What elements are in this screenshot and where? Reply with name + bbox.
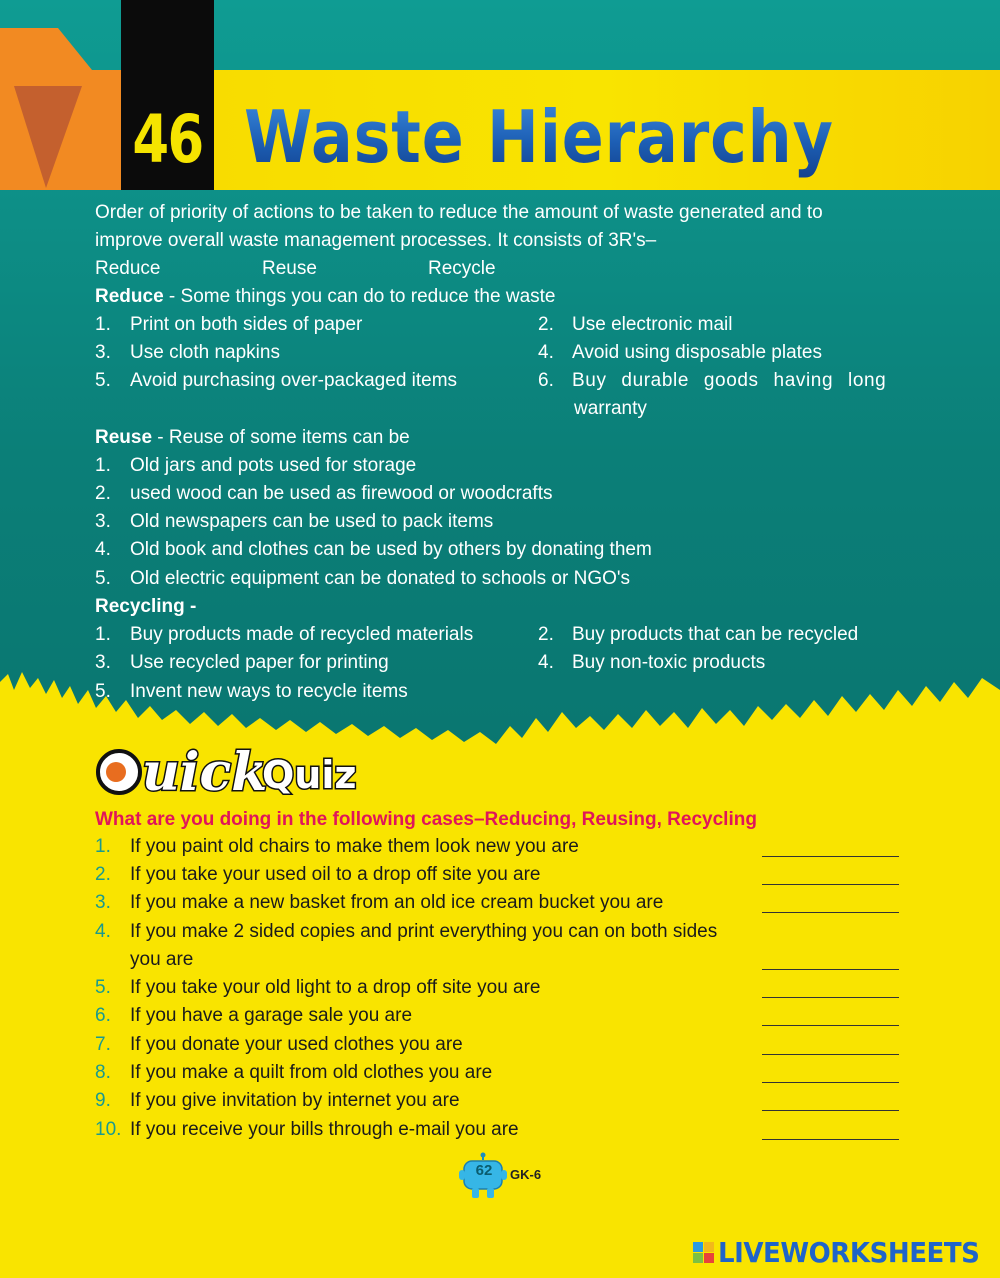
reduce-item-continued: warranty: [574, 398, 647, 419]
list-number: 3.: [95, 342, 111, 363]
page-title: Waste Hierarchy: [244, 92, 834, 182]
recycling-item: Buy products that can be recycled: [572, 624, 859, 645]
reuse-item: Old book and clothes can be used by others by donating them: [130, 539, 652, 560]
list-number: 4.: [538, 342, 554, 363]
question-number: 7.: [95, 1034, 111, 1055]
answer-blank[interactable]: [762, 997, 899, 998]
list-number: 1.: [95, 455, 111, 476]
r-word-reuse: Reuse: [262, 258, 317, 279]
reduce-item: Use cloth napkins: [130, 342, 280, 363]
list-number: 5.: [95, 681, 111, 702]
reuse-item: Old newspapers can be used to pack items: [130, 511, 494, 532]
intro-line-2: improve overall waste management processes. It consists of 3R's–: [95, 230, 657, 251]
list-number: 4.: [95, 539, 111, 560]
list-number: 2.: [538, 314, 554, 335]
page-number: 62: [475, 1162, 493, 1179]
question-text: If you have a garage sale you are: [130, 1005, 413, 1026]
quiz-instruction: What are you doing in the following cases–Reducing, Reusing, Recycling: [95, 809, 757, 830]
recycling-item: Use recycled paper for printing: [130, 652, 389, 673]
answer-blank[interactable]: [762, 1025, 899, 1026]
question-number: 3.: [95, 892, 111, 913]
r-word-recycle: Recycle: [428, 258, 496, 279]
question-text: If you make a quilt from old clothes you are: [130, 1062, 493, 1083]
answer-blank[interactable]: [762, 1054, 899, 1055]
r-word-reduce: Reduce: [95, 258, 161, 279]
question-text: If you make 2 sided copies and print everything you can on both sides: [130, 921, 718, 942]
recycling-heading: Recycling -: [95, 596, 197, 617]
recycling-item: Buy products made of recycled materials: [130, 624, 474, 645]
question-number: 9.: [95, 1090, 111, 1111]
reduce-heading-line: [95, 283, 555, 311]
list-number: 1.: [95, 314, 111, 335]
answer-blank[interactable]: [762, 969, 899, 970]
reuse-item: Old electric equipment can be donated to schools or NGO's: [130, 568, 631, 589]
question-text: If you donate your used clothes you are: [130, 1034, 463, 1055]
question-number: 6.: [95, 1005, 111, 1026]
book-code: GK-6: [510, 1167, 542, 1182]
question-text: If you take your old light to a drop off site you are: [130, 977, 541, 998]
question-number: 8.: [95, 1062, 111, 1083]
reduce-heading-rest: - Some things you can do to reduce the waste: [163, 286, 556, 307]
reduce-heading: Reduce: [95, 286, 164, 307]
question-number: 1.: [95, 836, 111, 857]
question-text: If you take your used oil to a drop off site you are: [130, 864, 541, 885]
reuse-heading: Reuse: [95, 427, 153, 448]
answer-blank[interactable]: [762, 1082, 899, 1083]
question-text-continued: you are: [130, 949, 194, 970]
liveworksheets-brand[interactable]: LIVEWORKSHEETS: [718, 1236, 980, 1269]
list-number: 5.: [95, 370, 111, 391]
list-number: 3.: [95, 511, 111, 532]
answer-blank[interactable]: [762, 1139, 899, 1140]
answer-blank[interactable]: [762, 856, 899, 857]
reduce-item: Buy durable goods having long: [572, 370, 887, 391]
reuse-item: used wood can be used as firewood or woodcrafts: [130, 483, 553, 504]
recycling-item: Invent new ways to recycle items: [130, 681, 408, 702]
answer-blank[interactable]: [762, 884, 899, 885]
recycling-item: Buy non-toxic products: [572, 652, 766, 673]
quiz-word: Quiz: [262, 753, 357, 797]
answer-blank[interactable]: [762, 1110, 899, 1111]
answer-blank[interactable]: [762, 912, 899, 913]
question-text: If you paint old chairs to make them look new you are: [130, 836, 579, 857]
list-number: 4.: [538, 652, 554, 673]
quick-quiz-logo: [92, 718, 377, 798]
list-number: 5.: [95, 568, 111, 589]
list-number: 2.: [95, 483, 111, 504]
intro-line-1: Order of priority of actions to be taken to reduce the amount of waste generated and to: [95, 202, 823, 223]
question-number: 2.: [95, 864, 111, 885]
reuse-heading-rest: - Reuse of some items can be: [152, 427, 410, 448]
question-number: 5.: [95, 977, 111, 998]
reduce-item: Avoid purchasing over-packaged items: [130, 370, 458, 391]
reduce-item: Print on both sides of paper: [130, 314, 363, 335]
list-number: 1.: [95, 624, 111, 645]
reuse-heading-line: [95, 424, 410, 452]
question-number: 4.: [95, 921, 111, 942]
quick-word: uick: [142, 742, 268, 798]
question-number: 10.: [95, 1119, 122, 1140]
list-number: 6.: [538, 370, 554, 391]
reuse-item: Old jars and pots used for storage: [130, 455, 417, 476]
question-text: If you make a new basket from an old ice cream bucket you are: [130, 892, 664, 913]
question-text: If you give invitation by internet you are: [130, 1090, 460, 1111]
orange-tab-decoration: [0, 28, 122, 190]
question-text: If you receive your bills through e-mail you are: [130, 1119, 519, 1140]
reduce-item: Avoid using disposable plates: [572, 342, 822, 363]
reduce-item: Use electronic mail: [572, 314, 733, 335]
list-number: 3.: [95, 652, 111, 673]
chapter-number: 46: [132, 101, 203, 178]
list-number: 2.: [538, 624, 554, 645]
